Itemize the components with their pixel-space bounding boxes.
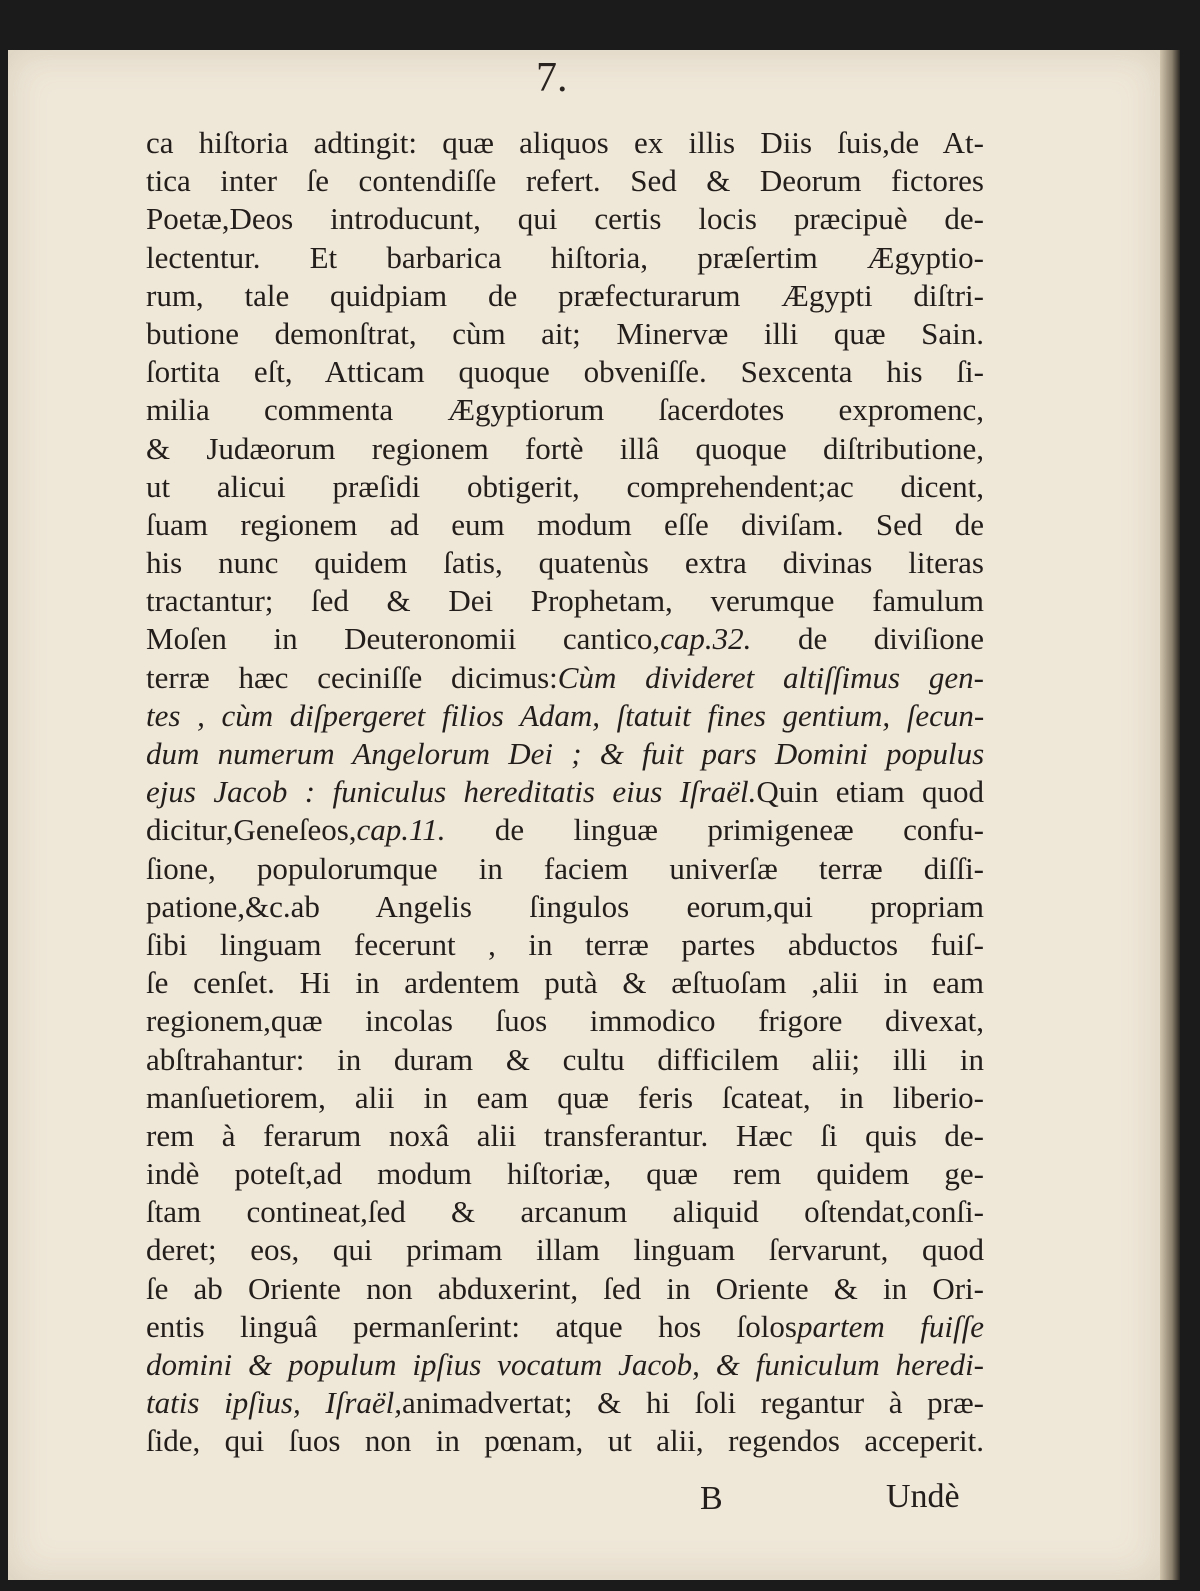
line-italic-text: cap.11. <box>356 812 446 848</box>
line-text: deret; eos, qui primam illam linguam ſervarunt, quod <box>146 1232 984 1268</box>
line-text: entis linguâ permanſerint: atque hos ſolos <box>146 1308 797 1344</box>
text-line <box>146 277 984 315</box>
text-line <box>146 1041 984 1079</box>
line-italic-text: cap.32. <box>660 621 752 657</box>
line-text: ſuam regionem ad eum modum eſſe diviſam. Sed de <box>146 506 984 542</box>
line-italic-text: tatis ipſius, Iſraël, <box>146 1385 403 1421</box>
page-edge <box>1160 50 1180 1580</box>
text-line <box>146 430 984 468</box>
text-line <box>146 1079 984 1117</box>
line-roman-tail: Quin etiam quod <box>756 774 984 810</box>
line-text: ſide, qui ſuos non in pœnam, ut alii, regendos acceperit. <box>146 1423 984 1459</box>
body-text <box>146 124 984 1461</box>
text-line <box>146 659 984 697</box>
line-text: tica inter ſe contendiſſe refert. Sed & Deorum fictores <box>146 163 984 199</box>
text-line <box>146 1308 984 1346</box>
text-line <box>146 735 984 773</box>
line-text: dicitur,Geneſeos, <box>146 812 357 848</box>
text-line <box>146 124 984 162</box>
line-text: his nunc quidem ſatis, quatenùs extra divinas literas <box>146 545 984 581</box>
line-text: rum, tale quidpiam de præfecturarum Ægypti diſtri- <box>146 277 984 313</box>
line-text: lectentur. Et barbarica hiſtoria, præſertim Ægyptio- <box>146 239 984 275</box>
line-italic-text: ejus Jacob : funiculus hereditatis eius Iſraël. <box>146 774 757 810</box>
line-text: rem à ferarum noxâ alii transferantur. Hæc ſi quis de- <box>146 1117 984 1153</box>
line-italic-text: partem fuiſſe <box>796 1308 984 1344</box>
line-text: tractantur; ſed & Dei Prophetam, verumque famulum <box>146 583 984 619</box>
page-number: 7. <box>536 55 568 101</box>
text-line <box>146 1384 984 1422</box>
line-text: indè poteſt,ad modum hiſtoriæ, quæ rem quidem ge- <box>146 1156 984 1192</box>
text-line <box>146 773 984 811</box>
line-text: terræ hæc ceciniſſe dicimus: <box>146 659 558 695</box>
line-text: ſione, populorumque in faciem univerſæ terræ diſſi- <box>146 850 984 886</box>
line-text: dum numerum Angelorum Dei ; & fuit pars Domini populus <box>146 736 985 771</box>
line-text: tes , cùm diſpergeret filios Adam, ſtatuit fines gentium, ſecun- <box>146 697 985 733</box>
line-text: milia commenta Ægyptiorum ſacerdotes expromenc, <box>146 392 984 428</box>
text-line <box>146 1193 984 1231</box>
text-line <box>146 1155 984 1193</box>
line-text: domini & populum ipſius vocatum Jacob, & funiculum heredi- <box>146 1347 984 1382</box>
line-text: ſibi linguam fecerunt , in terræ partes abductos fuiſ- <box>146 926 984 962</box>
line-text: ſtam contineat,ſed & arcanum aliquid oſtendat,conſi- <box>146 1194 984 1230</box>
text-line <box>146 239 984 277</box>
text-line <box>146 506 984 544</box>
text-line <box>146 468 984 506</box>
line-text: abſtrahantur: in duram & cultu difficilem alii; illi in <box>146 1041 984 1077</box>
line-roman-tail: animadvertat; & hi ſoli regantur à præ- <box>402 1385 984 1421</box>
line-text: Poetæ,Deos introducunt, qui certis locis præcipuè de- <box>146 201 984 237</box>
text-line <box>146 850 984 888</box>
text-line <box>146 353 984 391</box>
text-line <box>146 1270 984 1308</box>
text-line <box>146 200 984 238</box>
line-text: manſuetiorem, alii in eam quæ feris ſcateat, in liberio- <box>146 1079 984 1115</box>
line-text: & Judæorum regionem fortè illâ quoque diſtributione, <box>146 430 984 466</box>
catchword: Undè <box>886 1478 960 1515</box>
text-line <box>146 1231 984 1269</box>
line-text: ſortita eſt, Atticam quoque obveniſſe. Sexcenta his ſi- <box>146 354 984 390</box>
line-text: regionem,quæ incolas ſuos immodico frigore divexat, <box>146 1003 984 1039</box>
line-roman-tail: de linguæ primigeneæ confu- <box>445 812 984 848</box>
line-text: patione,&c.ab Angelis ſingulos eorum,qui propriam <box>146 888 984 924</box>
text-line <box>146 620 984 658</box>
signature-mark: B <box>700 1480 723 1517</box>
line-text: Moſen in Deuteronomii cantico, <box>146 621 661 657</box>
text-line <box>146 315 984 353</box>
line-text: ſe cenſet. Hi in ardentem putà & æſtuoſam ,alii in eam <box>146 965 984 1001</box>
line-text: ut alicui præſidi obtigerit, comprehendent;ac dicent, <box>146 468 984 504</box>
text-line <box>146 391 984 429</box>
text-line <box>146 1117 984 1155</box>
text-line <box>146 926 984 964</box>
line-text: butione demonſtrat, cùm ait; Minervæ illi quæ Sain. <box>146 315 984 351</box>
text-line <box>146 582 984 620</box>
line-roman-tail: de diviſione <box>751 621 984 657</box>
line-text: ca hiſtoria adtingit: quæ aliquos ex illis Diis ſuis,de At- <box>146 125 984 160</box>
text-line <box>146 1002 984 1040</box>
text-line <box>146 1346 984 1384</box>
line-italic-text: Cùm divideret altiſſimus gen- <box>557 659 984 695</box>
text-line <box>146 697 984 735</box>
text-line <box>146 544 984 582</box>
text-line <box>146 964 984 1002</box>
text-line <box>146 162 984 200</box>
text-line <box>146 1422 984 1460</box>
line-text: ſe ab Oriente non abduxerint, ſed in Oriente & in Ori- <box>146 1270 984 1306</box>
text-line <box>146 888 984 926</box>
text-line <box>146 811 984 849</box>
